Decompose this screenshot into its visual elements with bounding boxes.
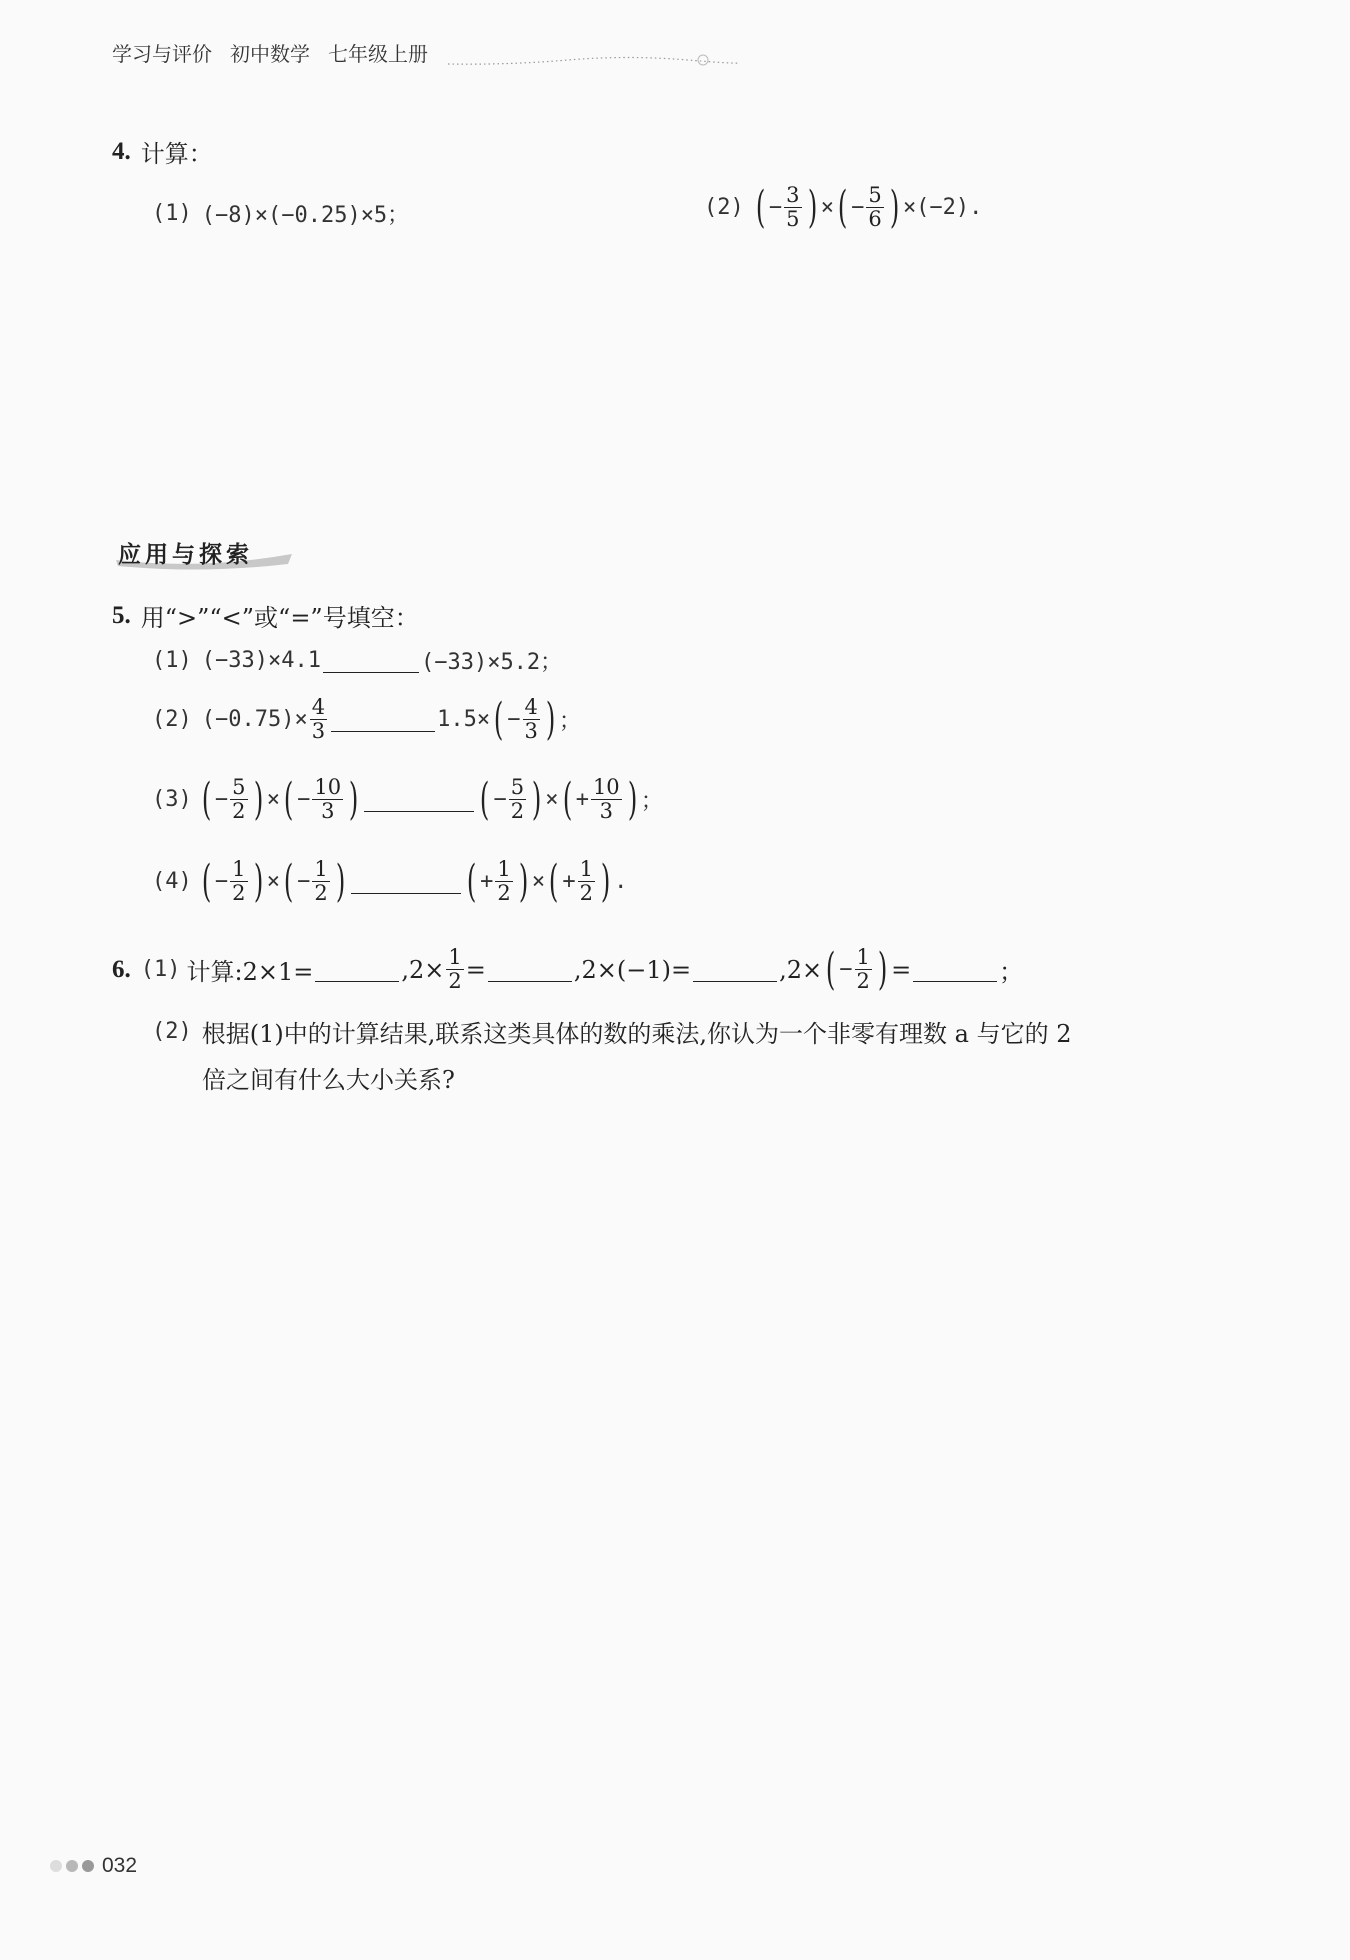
header-grade: 七年级上册 (328, 42, 428, 66)
question-text: 用“>”“<”或“=”号填空： (140, 604, 419, 632)
fraction: $\frac{1}{2}$ (314, 857, 328, 906)
expression: ,2× (401, 955, 445, 984)
page-header (112, 38, 446, 67)
question-6-part-2-line-2 (202, 1060, 455, 1095)
fraction: $\frac{10}{3}$ (314, 775, 342, 824)
header-subject: 初中数学 (230, 42, 310, 66)
question-5-part-2: (2) (−0.75)× $\frac{4}{3}$ 1.5× ( − $\frac{4}{3}$ ) ； (152, 693, 582, 745)
expression: (−8)×(−0.25)×5； (201, 203, 410, 228)
question-4-part-1 (152, 198, 409, 229)
answer-blank[interactable] (351, 869, 461, 894)
question-number: 5. (112, 601, 131, 629)
fraction: $\frac{4}{3}$ (311, 695, 326, 744)
question-5-part-3: (3) ( − $\frac{5}{2}$ ) × ( − $\frac{10}{3}$ ) ( − $\frac{5}{2}$ ) × ( + $\frac{10}{3}$ ) ； (152, 773, 663, 825)
expression: ； (999, 958, 1024, 987)
part-label: (4) (152, 869, 192, 895)
footer-dot (50, 1860, 62, 1872)
answer-blank[interactable] (331, 707, 435, 732)
answer-blank[interactable] (913, 957, 997, 982)
part-label: (1) (140, 957, 181, 983)
fraction: $\frac{5}{2}$ (232, 775, 246, 824)
question-4-title (112, 134, 213, 169)
left-expression: (−0.75)× (201, 707, 308, 733)
part-label: (1) (152, 201, 192, 226)
left-expression: (−33)×4.1 (201, 648, 321, 673)
question-6-part-2 (152, 1014, 1071, 1049)
part-label: (1) (152, 648, 192, 673)
question-5-part-4: (4) ( − $\frac{1}{2}$ ) × ( − $\frac{1}{2}$ ) ( + $\frac{1}{2}$ ) × ( + $\frac{1}{2}$ ) . (152, 855, 628, 907)
fraction: $\frac{1}{2}$ (579, 857, 593, 906)
section-title: 应用与探索 (118, 542, 253, 568)
fraction: $\frac{1}{2}$ (856, 945, 870, 994)
fraction: $\frac{4}{3}$ (524, 695, 538, 744)
footer-dot (66, 1860, 78, 1872)
question-text-line-1: 根据(1)中的计算结果,联系这类具体的数的乘法,你认为一个非零有理数 a 与它的 2 (201, 1020, 1072, 1048)
answer-blank[interactable] (693, 957, 777, 982)
part-label: (3) (152, 787, 192, 813)
expression-tail: ×(−2). (902, 195, 983, 221)
question-text: 计算： (140, 140, 213, 168)
fraction: $\frac{3}{5}$ (786, 183, 800, 232)
question-number: 6. (112, 955, 131, 983)
question-4-part-2: (2) ( − $\frac{3}{5}$ ) × ( − $\frac{5}{6}$ ) ×(−2). (704, 181, 983, 233)
fraction: $\frac{1}{2}$ (497, 857, 511, 906)
answer-blank[interactable] (315, 957, 399, 982)
expression: 计算:2×1= (186, 958, 314, 987)
part-label: (2) (152, 707, 192, 733)
part-label: (2) (152, 1019, 192, 1044)
fraction: $\frac{1}{2}$ (448, 945, 462, 994)
question-5-title (112, 598, 419, 633)
question-text-line-2: 倍之间有什么大小关系? (202, 1066, 455, 1094)
page-footer (50, 1854, 137, 1878)
page-number: 032 (102, 1854, 138, 1877)
answer-blank[interactable] (488, 957, 572, 982)
question-6-part-1: 6. (1) 计算:2×1= ,2× $\frac{1}{2}$ = ,2×(−1)= ,2× ( − $\frac{1}{2}$ ) = ； (112, 943, 1024, 995)
footer-dot (82, 1860, 94, 1872)
part-label: (2) (704, 195, 744, 221)
answer-blank[interactable] (364, 787, 474, 812)
right-expression: (−33)×5.2； (420, 650, 563, 675)
expression: ,2×(−1)= (573, 955, 692, 984)
right-expression: 1.5× (437, 707, 491, 733)
header-decoration (448, 54, 738, 68)
expression: ,2× (779, 955, 823, 984)
fraction: $\frac{1}{2}$ (232, 857, 246, 906)
fraction: $\frac{10}{3}$ (592, 775, 620, 824)
question-number: 4. (112, 137, 131, 165)
fraction: $\frac{5}{6}$ (868, 183, 882, 232)
fraction: $\frac{5}{2}$ (510, 775, 525, 824)
header-book-title: 学习与评价 (112, 42, 212, 66)
answer-blank[interactable] (323, 648, 419, 673)
question-5-part-1 (152, 645, 562, 676)
